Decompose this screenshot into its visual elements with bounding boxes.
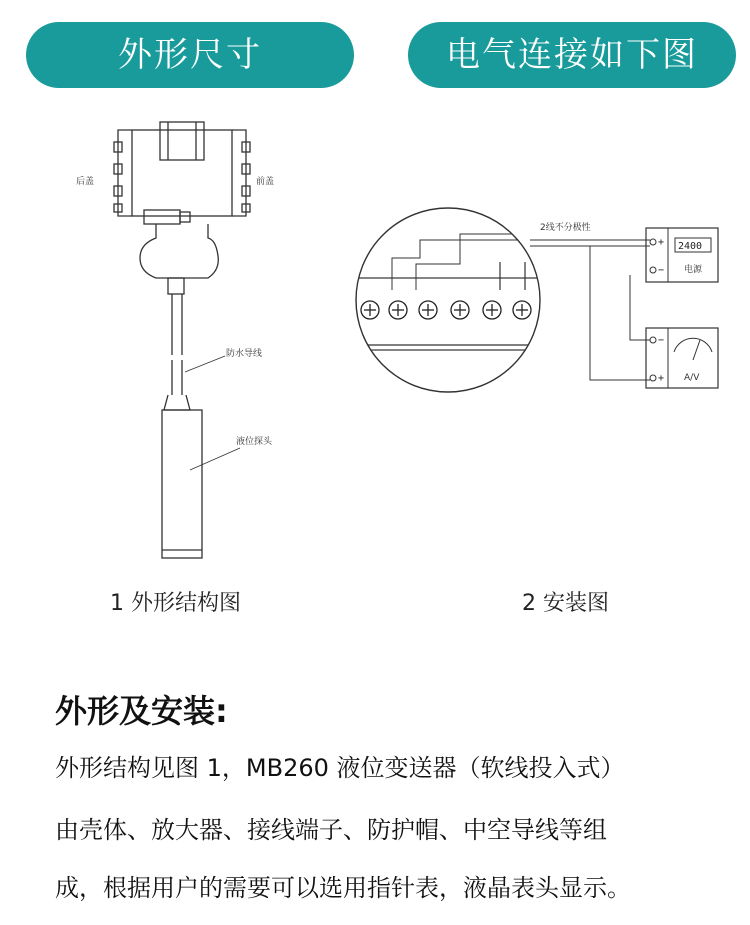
front-cover (232, 130, 246, 216)
rear-cover (118, 130, 132, 216)
meter-plus-terminal: + (658, 373, 665, 384)
section-tab-dimensions: 外形尺寸 (26, 22, 354, 88)
level-probe (162, 410, 202, 558)
housing-body (132, 130, 232, 216)
label-front-cover: 前盖 (256, 177, 275, 187)
ammeter-voltmeter-box (646, 328, 718, 388)
terminal-screws (361, 301, 531, 319)
power-display: 2400 (678, 241, 703, 252)
body-text-line: 成，根据用户的需要可以选用指针表，液晶表头显示。 (55, 874, 631, 902)
meter-label: A/V (684, 373, 700, 383)
top-nut (160, 122, 204, 160)
terminal-zoom-circle (356, 208, 540, 392)
power-minus-terminal: − (658, 265, 665, 276)
power-plus-terminal: + (658, 237, 665, 248)
label-rear-cover: 后盖 (76, 177, 95, 187)
section-heading: 外形及安装: (55, 692, 228, 730)
label-level-probe: 液位探头 (236, 437, 273, 447)
figure1-caption: 1 外形结构图 (110, 591, 241, 616)
section-tab-electrical-connection: 电气连接如下图 (408, 22, 736, 88)
installation-wiring-diagram (350, 200, 750, 415)
power-supply-box (646, 228, 718, 282)
label-wires-no-polarity: 2线不分极性 (540, 223, 591, 233)
meter-minus-terminal: − (658, 335, 665, 346)
meter-needle (693, 340, 700, 360)
figure2-caption: 2 安装图 (522, 591, 609, 616)
terminal-block (356, 278, 546, 350)
body-text-line: 由壳体、放大器、接线端子、防护帽、中空导线等组 (55, 816, 607, 844)
outline-structure-drawing (60, 110, 340, 580)
power-label: 电源 (684, 265, 703, 275)
label-waterproof-cable: 防水导线 (226, 349, 263, 359)
body-text-line: 外形结构见图 1，MB260 液位变送器（软线投入式） (55, 754, 625, 782)
